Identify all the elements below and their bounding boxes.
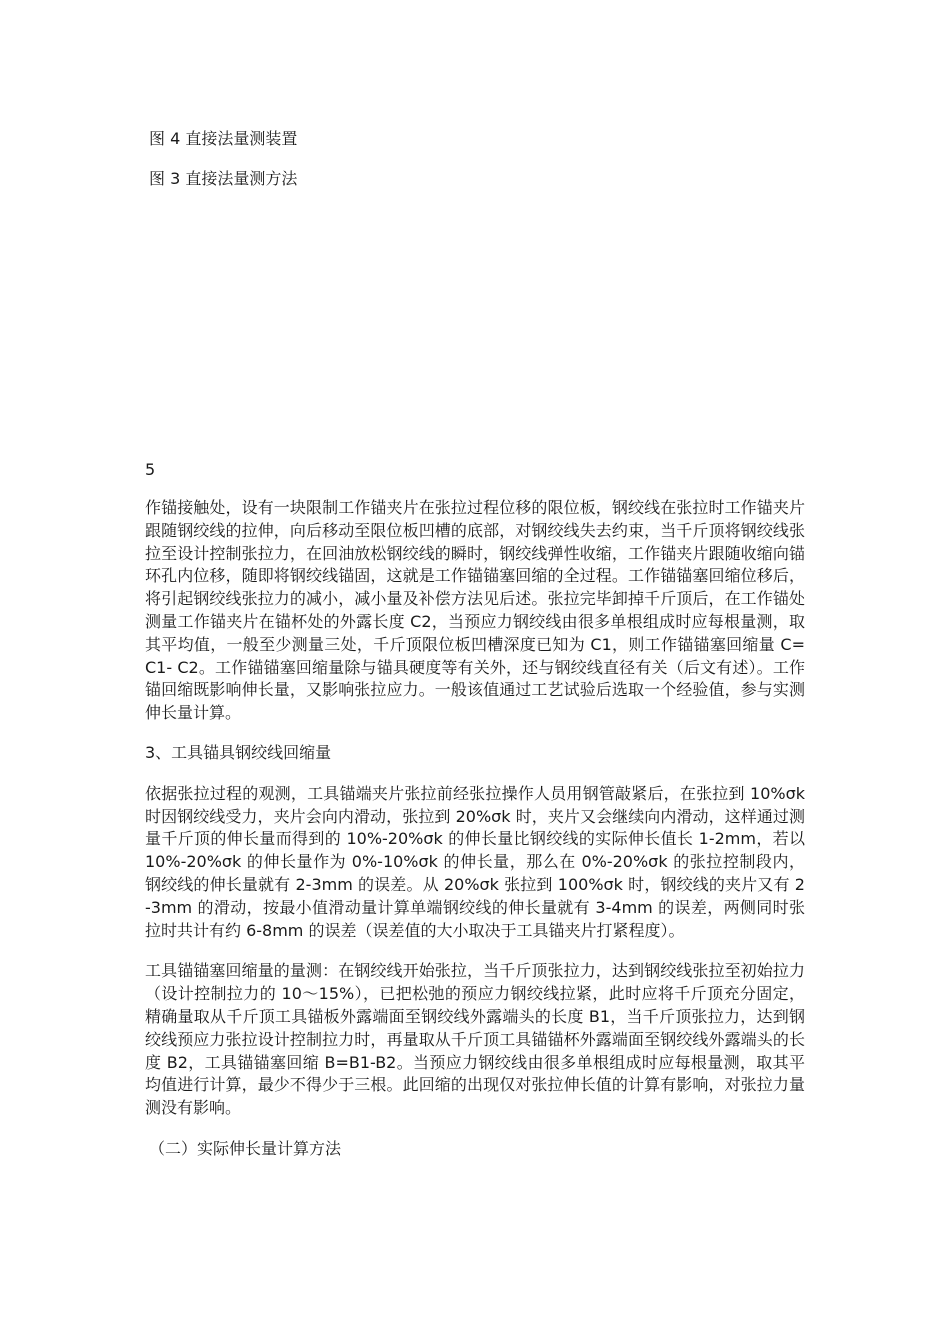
paragraph-tension-observation: 依据张拉过程的观测，工具锚端夹片张拉前经张拉操作人员用钢管敲紧后，在张拉到 10%σk 时因钢绞线受力，夹片会向内滑动，张拉到 20%σk 时，夹片又会继续向内滑动，这样通过测量千斤顶的伸长量而得到的 10%-20%σk 的伸长量比钢绞线的实际伸长值长 1-2mm，若以 10%-20%σk 的伸长量作为 0%-10%σk 的伸长量，那么在 0%-20%σk 的张拉控制段内，钢绞线的伸长量就有 2-3mm 的误差。从 20%σk 张拉到 100%σk 时，钢绞线的夹片又有 2-3mm 的滑动，按最小值滑动量计算单端钢绞线的伸长量就有 3-4mm 的误差，两侧同时张拉时共计有约 6-8mm 的误差（误差值的大小取决于工具锚夹片打紧程度）。 [145, 783, 805, 940]
paragraph-retraction-measurement: 工具锚锚塞回缩量的量测：在钢绞线开始张拉，当千斤顶张拉力，达到钢绞线张拉至初始拉力（设计控制拉力的 10～15%），已把松弛的预应力钢绞线拉紧，此时应将千斤顶充分固定，精确量取从千斤顶工具锚板外露端面至钢绞线外露端头的长度 B1，当千斤顶张拉力，达到钢绞线预应力张拉设计控制拉力时，再量取从千斤顶工具锚锚杯外露端面至钢绞线外露端头的长度 B2，工具锚锚塞回缩 B=B1-B2。当预应力钢绞线由很多单根组成时应每根量测，取其平均值进行计算，最少不得少于三根。此回缩的出现仅对张拉伸长值的计算有影响，对张拉力量测没有影响。 [145, 961, 805, 1118]
page-number: 5 [145, 460, 156, 479]
subsection-heading-calculation: （二）实际伸长量计算方法 [149, 1138, 342, 1158]
figure-4-caption: 图 4 直接法量测装置 [149, 129, 298, 148]
body-text [145, 497, 805, 1161]
figure-3-caption: 图 3 直接法量测方法 [149, 169, 298, 188]
section-heading-tool-anchor: 3、工具锚具钢绞线回缩量 [145, 742, 332, 762]
paragraph-anchor-retraction: 作锚接触处，设有一块限制工作锚夹片在张拉过程位移的限位板，钢绞线在张拉时工作锚夹片跟随钢绞线的拉伸，向后移动至限位板凹槽的底部，对钢绞线失去约束，当千斤顶将钢绞线张拉至设计控制张拉力，在回油放松钢绞线的瞬时，钢绞线弹性收缩，工作锚夹片跟随收缩向锚环孔内位移，随即将钢绞线锚固，这就是工作锚锚塞回缩的全过程。工作锚锚塞回缩位移后，将引起钢绞线张拉力的减小，减小量及补偿方法见后述。张拉完毕卸掉千斤顶后，在工作锚处测量工作锚夹片在锚杯处的外露长度 C2，当预应力钢绞线由很多单根组成时应每根量测，取其平均值，一般至少测量三处，千斤顶限位板凹槽深度已知为 C1，则工作锚锚塞回缩量 C= C1- C2。工作锚锚塞回缩量除与锚具硬度等有关外，还与钢绞线直径有关（后文有述）。工作锚回缩既影响伸长量，又影响张拉应力。一般该值通过工艺试验后选取一个经验值，参与实测伸长量计算。 [145, 498, 805, 723]
